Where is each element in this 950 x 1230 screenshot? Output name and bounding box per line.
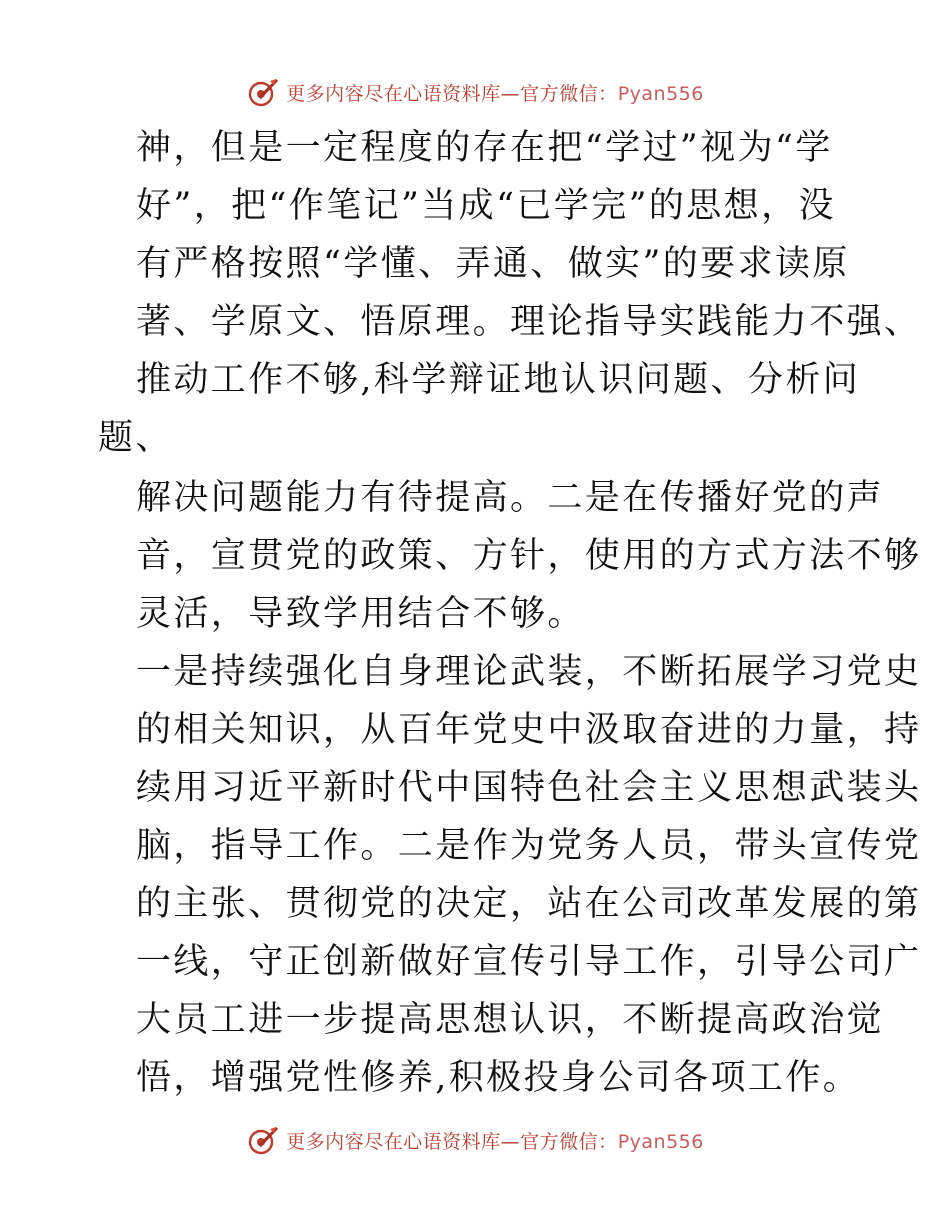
banner-site-name: 更多内容尽在心语资料库: [286, 82, 501, 105]
body-line: 有严格按照“学懂、弄通、做实”的要求读原: [136, 244, 850, 284]
body-line: 续用习近平新时代中国特色社会主义思想武装头: [136, 768, 922, 808]
banner-official-label: 官方微信：: [520, 1130, 618, 1153]
body-line: 推动工作不够,科学辩证地认识问题、分析问: [136, 360, 861, 400]
body-line: 一是持续强化自身理论武装，不断拓展学习党史: [136, 652, 922, 692]
body-line: 解决问题能力有待提高。二是在传播好党的声: [136, 478, 885, 518]
body-line: 神，但是一定程度的存在把“学过”视为“学: [136, 128, 833, 168]
body-line: 灵活，导致学用结合不够。: [136, 594, 585, 634]
body-line: 大员工进一步提高思想认识，不断提高政治觉: [136, 1000, 885, 1040]
body-line: 的相关知识，从百年党史中汲取奋进的力量，持: [136, 710, 922, 750]
body-line: 好”，把“作笔记”当成“已学完”的思想，没: [136, 186, 836, 226]
body-line: 的主张、贯彻党的决定，站在公司改革发展的第: [136, 884, 922, 924]
body-line: 题、: [98, 418, 173, 458]
quill-pen-logo-icon: [246, 1123, 280, 1157]
banner-wechat-id: Pyan556: [617, 1130, 704, 1153]
banner-wechat-id: Pyan556: [617, 82, 704, 105]
body-line: 脑，指导工作。二是作为党务人员，带头宣传党: [136, 826, 922, 866]
banner-official-label: 官方微信：: [520, 82, 618, 105]
banner-site-name: 更多内容尽在心语资料库: [286, 1130, 501, 1153]
body-line: 一线，守正创新做好宣传引导工作，引导公司广: [136, 942, 922, 982]
banner-text: [286, 1127, 704, 1154]
banner-text: [286, 79, 704, 106]
body-line: 著、学原文、悟原理。理论指导实践能力不强、: [136, 302, 922, 342]
banner-separator: —: [500, 1130, 521, 1153]
quill-pen-logo-icon: [246, 75, 280, 109]
banner-separator: —: [500, 82, 521, 105]
footer-watermark-banner: [0, 1118, 950, 1162]
body-line: 悟，增强党性修养,积极投身公司各项工作。: [136, 1058, 861, 1098]
header-watermark-banner: [0, 70, 950, 114]
body-line: 音，宣贯党的政策、方针，使用的方式方法不够: [136, 536, 922, 576]
